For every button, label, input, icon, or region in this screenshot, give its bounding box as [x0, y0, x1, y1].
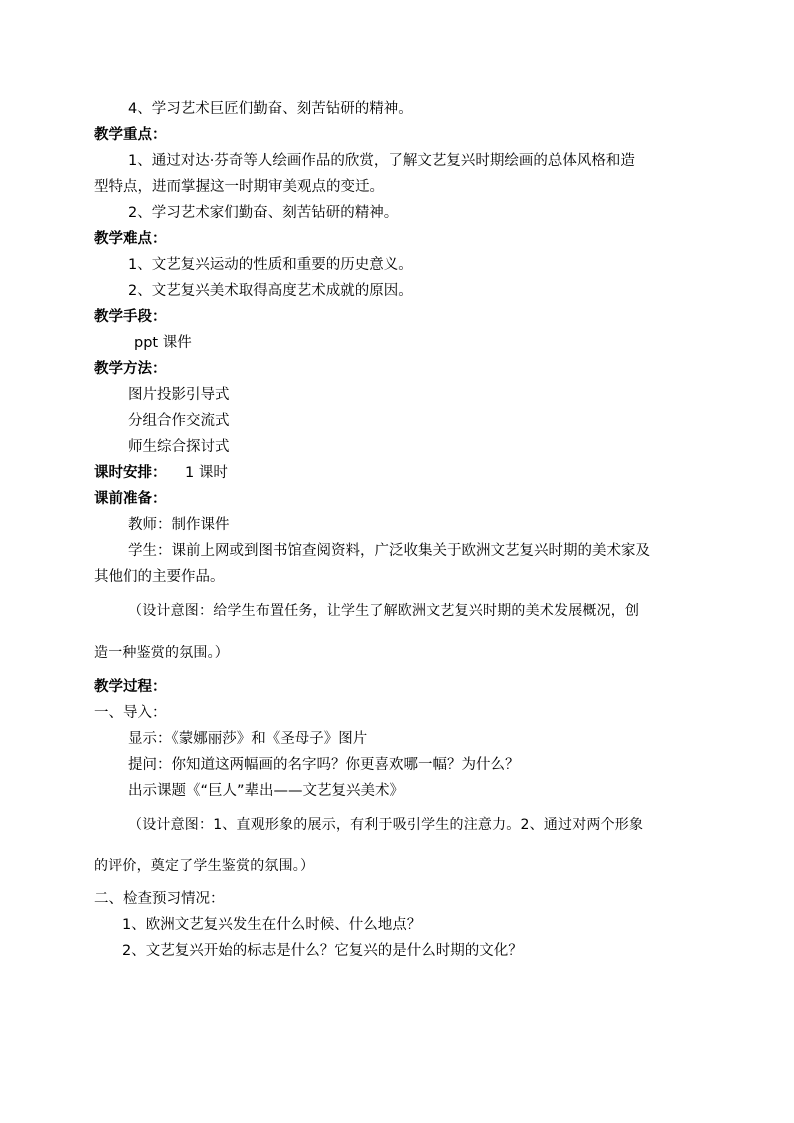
difficulty-1: 1、文艺复兴运动的性质和重要的历史意义。: [128, 257, 413, 273]
preparation-heading: 课前准备：: [94, 491, 167, 507]
schedule-value: 1 课时: [185, 465, 228, 481]
means-item-1: ppt 课件: [134, 335, 192, 351]
method-item-2: 分组合作交流式: [128, 413, 230, 429]
key-point-1-line-2: 型特点，进而掌握这一时期审美观点的变迁。: [94, 179, 384, 195]
preparation-student-line-2: 其他们的主要作品。: [94, 569, 225, 585]
preparation-design-intent-line-1: （设计意图：给学生布置任务，让学生了解欧洲文艺复兴时期的美术发展概况，创: [128, 603, 640, 619]
difficulties-heading: 教学难点：: [94, 231, 167, 247]
key-point-2: 2、学习艺术家们勤奋、刻苦钻研的精神。: [128, 205, 399, 221]
preparation-design-intent-line-2: 造一种鉴赏的氛围。）: [94, 645, 229, 661]
key-point-1-line-1: 1、通过对达·芬奇等人绘画作品的欣赏，了解文艺复兴时期绘画的总体风格和造: [128, 153, 635, 169]
section-1-design-intent-line-2: 的评价，奠定了学生鉴赏的氛围。）: [94, 858, 315, 874]
key-points-heading: 教学重点：: [94, 127, 167, 143]
schedule-heading: 课时安排：: [94, 465, 167, 481]
difficulty-2: 2、文艺复兴美术取得高度艺术成就的原因。: [128, 283, 413, 299]
section-1-show: 显示：《蒙娜丽莎》和《圣母子》图片: [128, 731, 368, 747]
section-2-question-1: 1、欧洲文艺复兴发生在什么时候、什么地点？: [122, 917, 422, 933]
section-1-ask: 提问：你知道这两幅画的名字吗？你更喜欢哪一幅？为什么？: [128, 757, 520, 773]
method-item-1: 图片投影引导式: [128, 387, 230, 403]
section-1-topic: 出示课题《“巨人”辈出——文艺复兴美术》: [128, 783, 405, 799]
section-2-title: 二、检查预习情况：: [94, 891, 225, 907]
section-1-design-intent-line-1: （设计意图：1、直观形象的展示，有利于吸引学生的注意力。2、通过对两个形象: [128, 817, 644, 833]
section-1-title: 一、导入：: [94, 705, 167, 721]
preparation-student-line-1: 学生：课前上网或到图书馆查阅资料，广泛收集关于欧洲文艺复兴时期的美术家及: [128, 543, 650, 559]
section-2-question-2: 2、文艺复兴开始的标志是什么？它复兴的是什么时期的文化？: [122, 943, 523, 959]
method-item-3: 师生综合探讨式: [128, 439, 230, 455]
process-heading: 教学过程：: [94, 679, 167, 695]
objective-item-4: 4、学习艺术巨匠们勤奋、刻苦钻研的精神。: [128, 101, 413, 117]
means-heading: 教学手段：: [94, 309, 167, 325]
preparation-teacher: 教师：制作课件: [128, 517, 230, 533]
methods-heading: 教学方法：: [94, 361, 167, 377]
